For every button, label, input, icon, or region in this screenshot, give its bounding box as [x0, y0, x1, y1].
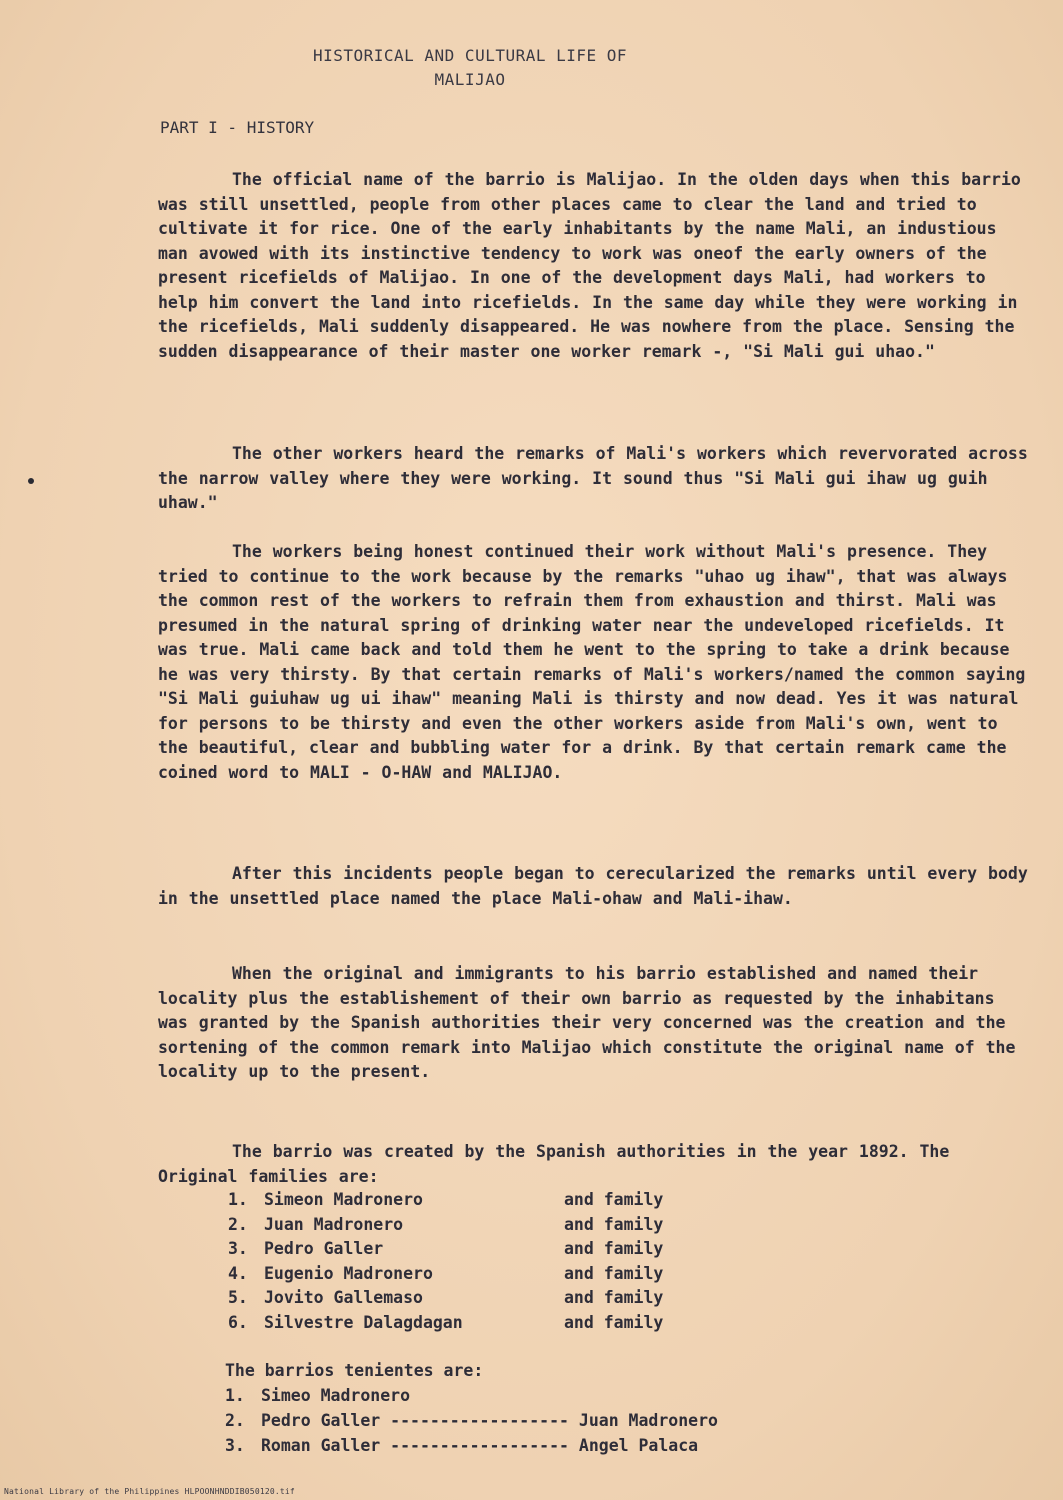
paragraph-1: The official name of the barrio is Malijao. In the olden days when this barrio was still unsettled, people from other places came to clear the land and tried to cultivate it for rice. One of the early inhabitants by the name Mali, an industious man avowed with its instinctive tendency to work was oneof the early owners of the present ricefields of Malijao. In one of the development days Mali, had workers to help him convert the land into ricefields. In the same day while they were working in the ricefields, Mali suddenly disappeared. He was nowhere from the place. Sensing the sudden disappearance of their master one worker remark -, "Si Mali gui uhao." — [158, 170, 1021, 361]
families-list — [228, 1188, 663, 1335]
tenientes-section — [225, 1358, 718, 1458]
title-line-1: HISTORICAL AND CULTURAL LIFE OF — [312, 46, 628, 65]
list-item: 1. Simeo Madronero — [225, 1386, 411, 1405]
list-item: 2. Juan Madronero and family — [228, 1214, 664, 1234]
list-item: 3. Roman Galler ------------------ Angel Palaca — [225, 1436, 699, 1455]
list-item: 4. Eugenio Madronero and family — [228, 1263, 664, 1283]
paragraph-5: When the original and immigrants to his barrio established and named their locality plus the establishement of their own barrio as requested by the inhabitans was granted by the Spanish authorities their very concerned was the creation and the sortening of the common remark into Malijao which constitute the original name of the locality up to the present. — [158, 964, 1016, 1081]
tenientes-heading: The barrios tenientes are: — [225, 1361, 484, 1380]
list-item: 2. Pedro Galler ------------------ Juan Madronero — [225, 1411, 718, 1430]
ink-spot — [28, 478, 34, 484]
paragraph-3: The workers being honest continued their work without Mali's presence. They tried to continue to the work because by the remarks "uhao ug ihaw", that was always the common rest of the workers to refrain them from exhaustion and thirst. Mali was presumed in the natural spring of drinking water near the undeveloped ricefields. It was true. Mali came back and told them he went to the spring to take a drink because he was very thirsty. By that certain remarks of Mali's workers/named the common saying "Si Mali guiuhaw ug ui ihaw" meaning Mali is thirsty and now dead. Yes it was natural for persons to be thirsty and even the other workers aside from Mali's own, went to the beautiful, clear and bubbling water for a drink. By that certain remark came the coined word to MALI - O-HAW and MALIJAO. — [158, 542, 1026, 782]
document-title — [0, 44, 940, 92]
list-item: 1. Simeon Madronero and family — [228, 1190, 664, 1209]
title-line-2: MALIJAO — [434, 70, 506, 89]
paragraph-2: The other workers heard the remarks of Mali's workers which revervorated across the narrow valley where they were working. It sound thus "Si Mali gui ihaw ug guih uhaw." — [158, 444, 1028, 512]
list-item: 5. Jovito Gallemaso and family — [228, 1288, 664, 1307]
list-item: 3. Pedro Galler and family — [228, 1239, 664, 1258]
paragraph-4: After this incidents people began to cerecularized the remarks until every body in the unsettled place named the place Mali-ohaw and Mali-ihaw. — [158, 864, 1028, 908]
footer-caption: National Library of the Philippines HLPOONHNDDIB050120.tif — [4, 1487, 295, 1496]
list-item: 6. Silvestre Dalagdagan and family — [228, 1312, 664, 1332]
part-heading: PART I - HISTORY — [160, 118, 315, 137]
paragraph-6: The barrio was created by the Spanish authorities in the year 1892. The Original families are: — [158, 1142, 950, 1186]
